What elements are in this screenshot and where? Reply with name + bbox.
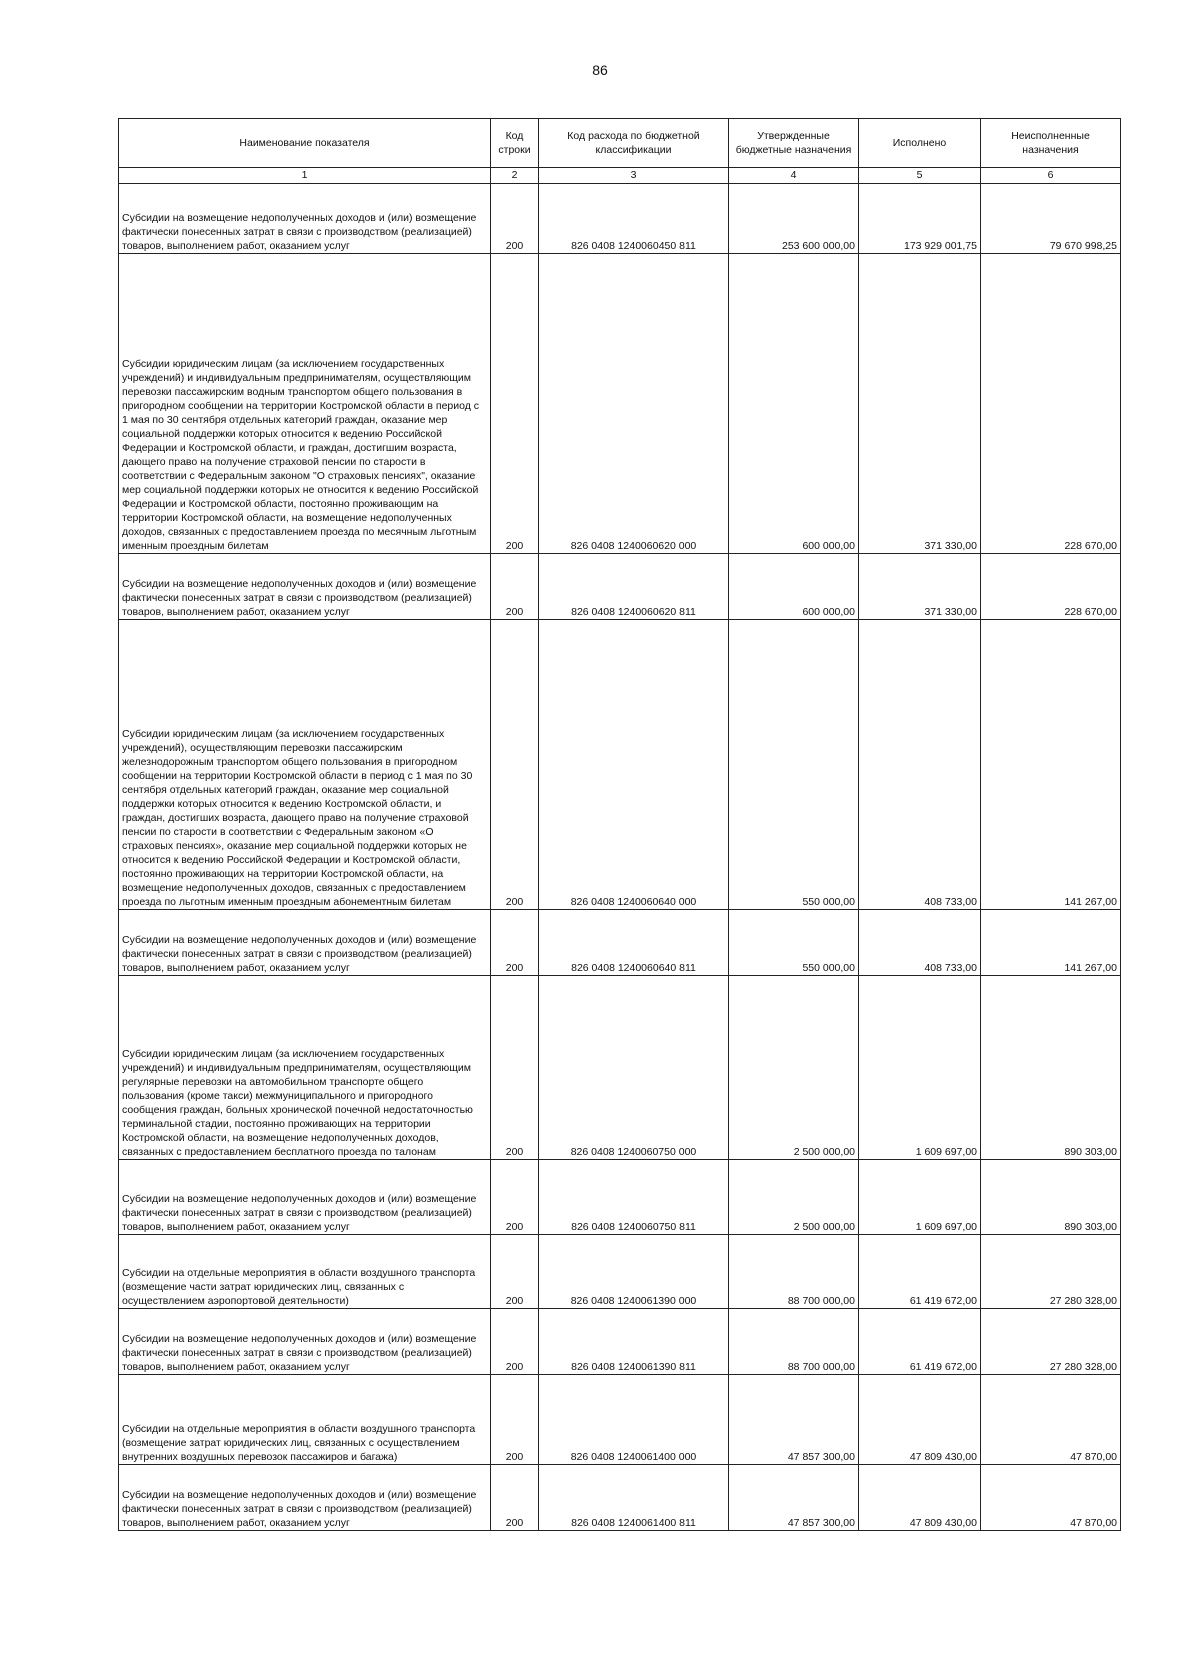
row-executed: 61 419 672,00 — [859, 1309, 981, 1375]
row-code: 200 — [491, 976, 539, 1160]
header-line-code: Код строки — [491, 119, 539, 168]
column-numbers-row — [119, 168, 1121, 184]
header-unexecuted: Неисполненные назначения — [981, 119, 1121, 168]
table-row — [119, 1375, 1121, 1465]
row-kbk: 826 0408 1240061390 000 — [539, 1235, 729, 1309]
row-executed: 408 733,00 — [859, 620, 981, 910]
row-executed: 47 809 430,00 — [859, 1465, 981, 1531]
row-code: 200 — [491, 184, 539, 254]
row-executed: 371 330,00 — [859, 254, 981, 554]
table-row — [119, 554, 1121, 620]
row-executed: 47 809 430,00 — [859, 1375, 981, 1465]
row-name: Субсидии юридическим лицам (за исключением государственных учреждений) и индивидуальным предпринимателям, осуществляющим регулярные перевозки на автомобильном транспорте общего пользования (кроме такси) межмуниципального и пригородного сообщения граждан, больных хронической почечной недостаточностью терминальной стадии, постоянно проживающих на территории Костромской области, на возмещение недополученных доходов, связанных с предоставлением бесплатного проезда по талонам — [119, 976, 491, 1160]
row-approved: 47 857 300,00 — [729, 1375, 859, 1465]
header-approved: Утвержденные бюджетные назначения — [729, 119, 859, 168]
row-unexecuted: 890 303,00 — [981, 1160, 1121, 1235]
row-name: Субсидии на возмещение недополученных доходов и (или) возмещение фактически понесенных затрат в связи с производством (реализацией) товаров, выполнением работ, оказанием услуг — [119, 1160, 491, 1235]
row-code: 200 — [491, 1375, 539, 1465]
row-unexecuted: 27 280 328,00 — [981, 1309, 1121, 1375]
row-kbk: 826 0408 1240060640 000 — [539, 620, 729, 910]
column-number: 6 — [981, 168, 1121, 184]
row-name: Субсидии на возмещение недополученных доходов и (или) возмещение фактически понесенных затрат в связи с производством (реализацией) товаров, выполнением работ, оказанием услуг — [119, 1309, 491, 1375]
row-name: Субсидии на возмещение недополученных доходов и (или) возмещение фактически понесенных затрат в связи с производством (реализацией) товаров, выполнением работ, оказанием услуг — [119, 910, 491, 976]
row-executed: 1 609 697,00 — [859, 976, 981, 1160]
row-name: Субсидии на отдельные мероприятия в области воздушного транспорта (возмещение части затрат юридических лиц, связанных с осуществлением аэропортовой деятельности) — [119, 1235, 491, 1309]
row-kbk: 826 0408 1240060750 000 — [539, 976, 729, 1160]
row-name: Субсидии юридическим лицам (за исключением государственных учреждений), осуществляющим перевозки пассажирским железнодорожным транспортом общего пользования в пригородном сообщении на территории Костромской области в период с 1 мая по 30 сентября отдельных категорий граждан, оказание мер социальной поддержки которых относится к ведению Костромской области, и граждан, достигших возраста, дающего право на получение страховой пенсии по старости в соответствии с Федеральным законом «О страховых пенсиях», оказание мер социальной поддержки которых не относится к ведению Российской Федерации и Костромской области, постоянно проживающих на территории Костромской области, на возмещение недополученных доходов, связанных с предоставлением проезда по льготным именным проездным абонементным билетам — [119, 620, 491, 910]
row-code: 200 — [491, 1160, 539, 1235]
header-executed: Исполнено — [859, 119, 981, 168]
row-kbk: 826 0408 1240061400 811 — [539, 1465, 729, 1531]
row-approved: 88 700 000,00 — [729, 1309, 859, 1375]
row-unexecuted: 228 670,00 — [981, 254, 1121, 554]
row-approved: 253 600 000,00 — [729, 184, 859, 254]
row-unexecuted: 27 280 328,00 — [981, 1235, 1121, 1309]
table-row — [119, 1309, 1121, 1375]
row-kbk: 826 0408 1240060640 811 — [539, 910, 729, 976]
row-approved: 88 700 000,00 — [729, 1235, 859, 1309]
column-number: 5 — [859, 168, 981, 184]
row-kbk: 826 0408 1240060620 811 — [539, 554, 729, 620]
row-executed: 408 733,00 — [859, 910, 981, 976]
row-code: 200 — [491, 620, 539, 910]
row-unexecuted: 228 670,00 — [981, 554, 1121, 620]
column-number: 1 — [119, 168, 491, 184]
row-kbk: 826 0408 1240061390 811 — [539, 1309, 729, 1375]
row-unexecuted: 890 303,00 — [981, 976, 1121, 1160]
row-approved: 2 500 000,00 — [729, 976, 859, 1160]
table-row — [119, 1465, 1121, 1531]
row-kbk: 826 0408 1240060450 811 — [539, 184, 729, 254]
table-row — [119, 1235, 1121, 1309]
budget-execution-table — [118, 118, 1121, 1531]
row-name: Субсидии на возмещение недополученных доходов и (или) возмещение фактически понесенных затрат в связи с производством (реализацией) товаров, выполнением работ, оказанием услуг — [119, 184, 491, 254]
row-name: Субсидии на отдельные мероприятия в области воздушного транспорта (возмещение затрат юридических лиц, связанных с осуществлением внутренних воздушных перевозок пассажиров и багажа) — [119, 1375, 491, 1465]
row-name: Субсидии на возмещение недополученных доходов и (или) возмещение фактически понесенных затрат в связи с производством (реализацией) товаров, выполнением работ, оказанием услуг — [119, 1465, 491, 1531]
row-kbk: 826 0408 1240061400 000 — [539, 1375, 729, 1465]
row-kbk: 826 0408 1240060750 811 — [539, 1160, 729, 1235]
column-number: 2 — [491, 168, 539, 184]
row-code: 200 — [491, 910, 539, 976]
table-row — [119, 976, 1121, 1160]
row-code: 200 — [491, 554, 539, 620]
header-indicator-name: Наименование показателя — [119, 119, 491, 168]
row-code: 200 — [491, 1309, 539, 1375]
row-code: 200 — [491, 254, 539, 554]
row-unexecuted: 141 267,00 — [981, 910, 1121, 976]
row-kbk: 826 0408 1240060620 000 — [539, 254, 729, 554]
column-number: 3 — [539, 168, 729, 184]
header-budget-code: Код расхода по бюджетной классификации — [539, 119, 729, 168]
table-row — [119, 1160, 1121, 1235]
row-unexecuted: 79 670 998,25 — [981, 184, 1121, 254]
row-approved: 550 000,00 — [729, 910, 859, 976]
row-executed: 61 419 672,00 — [859, 1235, 981, 1309]
row-executed: 173 929 001,75 — [859, 184, 981, 254]
column-number: 4 — [729, 168, 859, 184]
row-code: 200 — [491, 1235, 539, 1309]
row-unexecuted: 47 870,00 — [981, 1375, 1121, 1465]
row-approved: 600 000,00 — [729, 254, 859, 554]
row-unexecuted: 141 267,00 — [981, 620, 1121, 910]
table-row — [119, 254, 1121, 554]
row-unexecuted: 47 870,00 — [981, 1465, 1121, 1531]
row-name: Субсидии юридическим лицам (за исключением государственных учреждений) и индивидуальным предпринимателям, осуществляющим перевозки пассажирским водным транспортом общего пользования в пригородном сообщении на территории Костромской области в период с 1 мая по 30 сентября отдельных категорий граждан, оказание мер социальной поддержки которых относится к ведению Российской Федерации и Костромской области, и граждан, достигшим возраста, дающего право на получение страховой пенсии по старости в соответствии с Федеральным законом "О страховых пенсиях", оказание мер социальной поддержки которых не относится к ведению Российской Федерации и Костромской области, постоянно проживающим на территории Костромской области, на возмещение недополученных доходов, связанных с предоставлением проезда по месячным льготным именным проездным билетам — [119, 254, 491, 554]
table-header-row — [119, 119, 1121, 168]
table-row — [119, 620, 1121, 910]
row-executed: 1 609 697,00 — [859, 1160, 981, 1235]
page-number: 86 — [592, 62, 608, 78]
row-approved: 47 857 300,00 — [729, 1465, 859, 1531]
row-approved: 600 000,00 — [729, 554, 859, 620]
table-row — [119, 910, 1121, 976]
table-row — [119, 184, 1121, 254]
row-approved: 550 000,00 — [729, 620, 859, 910]
row-code: 200 — [491, 1465, 539, 1531]
row-approved: 2 500 000,00 — [729, 1160, 859, 1235]
row-executed: 371 330,00 — [859, 554, 981, 620]
row-name: Субсидии на возмещение недополученных доходов и (или) возмещение фактически понесенных затрат в связи с производством (реализацией) товаров, выполнением работ, оказанием услуг — [119, 554, 491, 620]
